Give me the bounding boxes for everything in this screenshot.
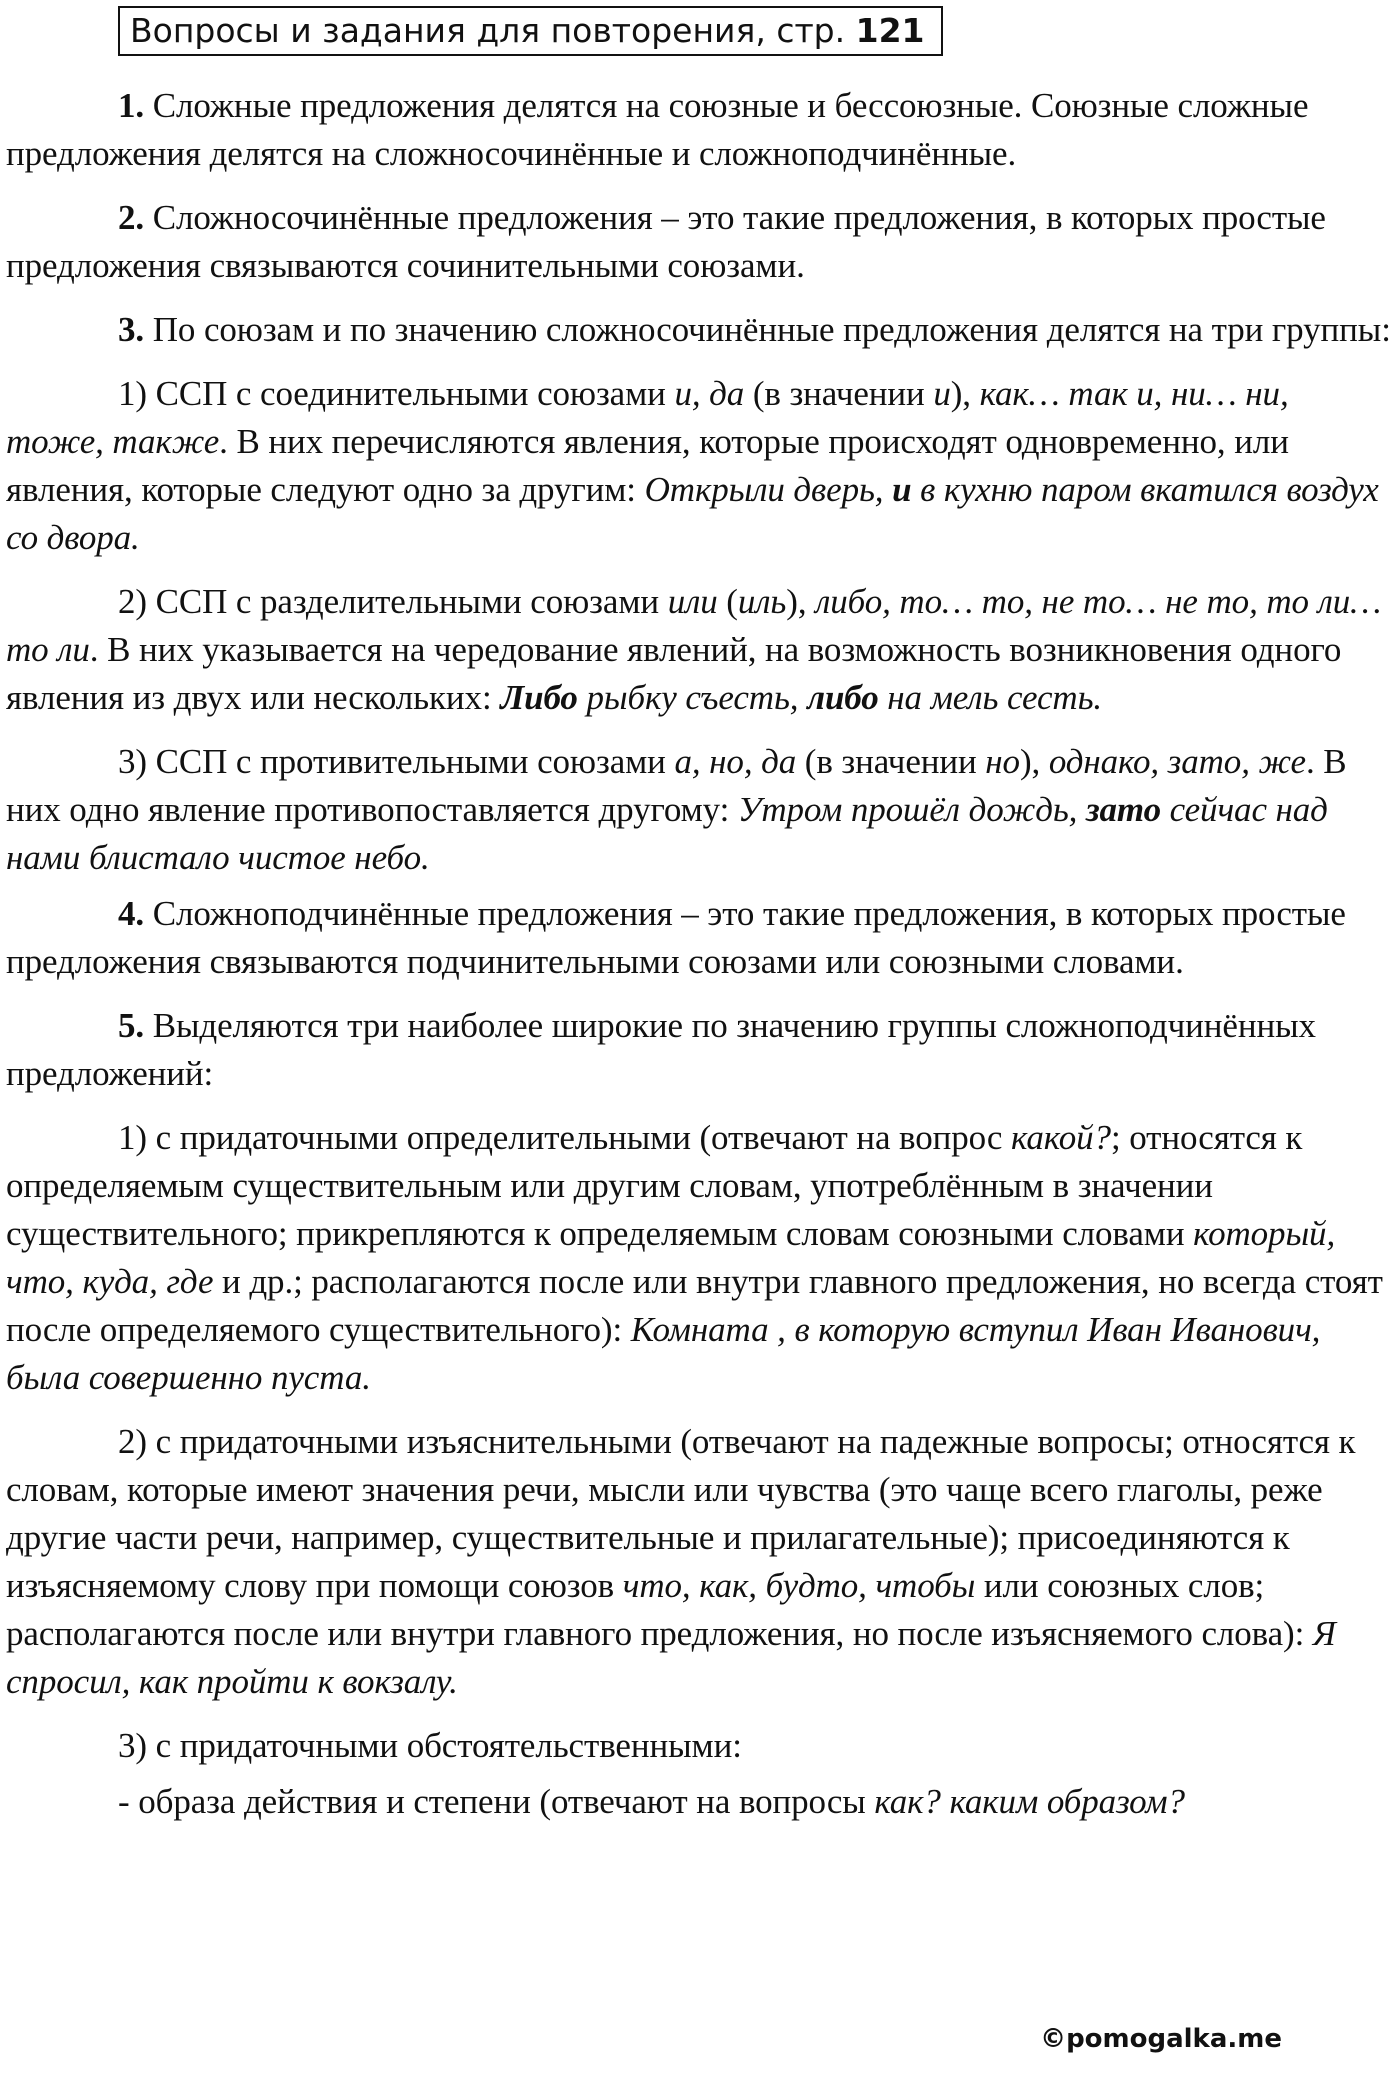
header-title: Вопросы и задания для повторения, стр. bbox=[130, 11, 856, 50]
text-run: 3) с придаточными обстоятельственными: bbox=[118, 1726, 742, 1765]
document-body bbox=[6, 82, 1394, 1842]
example-run: в кухню паром вкатился воздух со двора. bbox=[6, 470, 1379, 557]
italic-run: однако, зато, же bbox=[1048, 742, 1306, 781]
text-run: 3) ССП с противительными союзами bbox=[118, 742, 675, 781]
text-run: ), bbox=[950, 374, 980, 413]
paragraph-text: Сложные предложения делятся на союзные и бессоюзные. Союзные сложные предложения делятся на сложносочинённые и сложноподчинённые. bbox=[6, 86, 1309, 173]
text-run: - образа действия и степени (отвечают на вопросы bbox=[118, 1782, 875, 1821]
example-run: Открыли дверь, bbox=[644, 470, 893, 509]
paragraph-3-2 bbox=[6, 578, 1394, 722]
watermark: ©pomogalka.me bbox=[1036, 2024, 1286, 2054]
italic-run: а, но, да bbox=[674, 742, 797, 781]
paragraph-5-2 bbox=[6, 1418, 1394, 1706]
header-page-number: 121 bbox=[855, 11, 925, 50]
example-run: рыбку съесть, bbox=[577, 678, 808, 717]
text-run: . В них одно явление противопоставляется другому: bbox=[6, 742, 1347, 829]
section-header bbox=[118, 6, 943, 56]
example-conjunction: либо bbox=[807, 678, 879, 717]
text-run: (в значении bbox=[744, 374, 934, 413]
example-run: сейчас над нами блистало чистое небо. bbox=[6, 790, 1328, 877]
italic-run: как? каким образом? bbox=[874, 1782, 1185, 1821]
paragraph-4 bbox=[6, 890, 1394, 986]
text-run: ( bbox=[717, 582, 738, 621]
text-run: или союзных слов; располагаются после или внутри главного предложения, но после изъясняемого слова): bbox=[6, 1566, 1313, 1653]
italic-run: но bbox=[985, 742, 1020, 781]
text-run: 1) с придаточными определительными (отвечают на вопрос bbox=[118, 1118, 1011, 1157]
text-run: ; относятся к определяемым существительным или другим словам, употреблённым в значении существительного; прикрепляются к определяемым словам союзными словами bbox=[6, 1118, 1303, 1253]
text-run: ), bbox=[786, 582, 816, 621]
example-conjunction: Либо bbox=[500, 678, 578, 717]
paragraph-text: Выделяются три наиболее широкие по значению группы сложноподчинённых предложений: bbox=[6, 1006, 1316, 1093]
paragraph-3 bbox=[6, 306, 1394, 354]
example-run: Я спросил, как пройти к вокзалу. bbox=[6, 1614, 1336, 1701]
italic-run: какой? bbox=[1011, 1118, 1111, 1157]
paragraph-3-3 bbox=[6, 738, 1394, 882]
text-run: 1) ССП с соединительными союзами bbox=[118, 374, 675, 413]
paragraph-text: Сложносочинённые предложения – это такие предложения, в которых простые предложения связываются сочинительными союзами. bbox=[6, 198, 1326, 285]
paragraph-number: 5. bbox=[118, 1006, 145, 1045]
italic-run: или bbox=[667, 582, 718, 621]
example-run: Комната , в которую вступил Иван Иванович, была совершенно пуста. bbox=[6, 1310, 1321, 1397]
paragraph-number: 2. bbox=[118, 198, 145, 237]
italic-run: как… так и, ни… ни, тоже, также bbox=[6, 374, 1289, 461]
text-run: . В них перечисляются явления, которые происходят одновременно, или явления, которые следуют одно за другим: bbox=[6, 422, 1289, 509]
italic-run: и bbox=[933, 374, 951, 413]
text-run: 2) ССП с разделительными союзами bbox=[118, 582, 668, 621]
paragraph-3-1 bbox=[6, 370, 1394, 562]
example-conjunction: и bbox=[892, 470, 912, 509]
paragraph-5-3 bbox=[6, 1722, 1394, 1770]
paragraph-text: По союзам и по значению сложносочинённые предложения делятся на три группы: bbox=[144, 310, 1391, 349]
paragraph-5 bbox=[6, 1002, 1394, 1098]
example-run: Утром прошёл дождь, bbox=[737, 790, 1086, 829]
paragraph-5-3a bbox=[6, 1778, 1394, 1826]
text-run: и др.; располагаются после или внутри главного предложения, но всегда стоят после определяемого существительного): bbox=[6, 1262, 1383, 1349]
italic-run: что, как, будто, чтобы bbox=[622, 1566, 976, 1605]
italic-run: либо, то… то, не то… не то, то ли… то ли bbox=[6, 582, 1382, 669]
paragraph-number: 1. bbox=[118, 86, 145, 125]
text-run: 2) с придаточными изъяснительными (отвечают на падежные вопросы; относятся к словам, которые имеют значения речи, мысли или чувства (это чаще всего глаголы, реже другие части речи, например, существительные и прилагательные); присоединяются к изъясняемому слову при помощи союзов bbox=[6, 1422, 1356, 1605]
italic-run: который, что, куда, где bbox=[6, 1214, 1336, 1301]
example-run: на мель сесть. bbox=[878, 678, 1103, 717]
paragraph-1 bbox=[6, 82, 1394, 178]
text-run: (в значении bbox=[796, 742, 986, 781]
paragraph-2 bbox=[6, 194, 1394, 290]
paragraph-5-1 bbox=[6, 1114, 1394, 1402]
paragraph-number: 4. bbox=[118, 894, 145, 933]
text-run: . В них указывается на чередование явлений, на возможность возникновения одного явления из двух или нескольких: bbox=[6, 630, 1342, 717]
paragraph-number: 3. bbox=[118, 310, 145, 349]
text-run: ), bbox=[1019, 742, 1049, 781]
example-conjunction: зато bbox=[1085, 790, 1161, 829]
italic-run: и, да bbox=[674, 374, 745, 413]
paragraph-text: Сложноподчинённые предложения – это такие предложения, в которых простые предложения связываются подчинительными союзами или союзными словами. bbox=[6, 894, 1346, 981]
italic-run: иль bbox=[737, 582, 787, 621]
